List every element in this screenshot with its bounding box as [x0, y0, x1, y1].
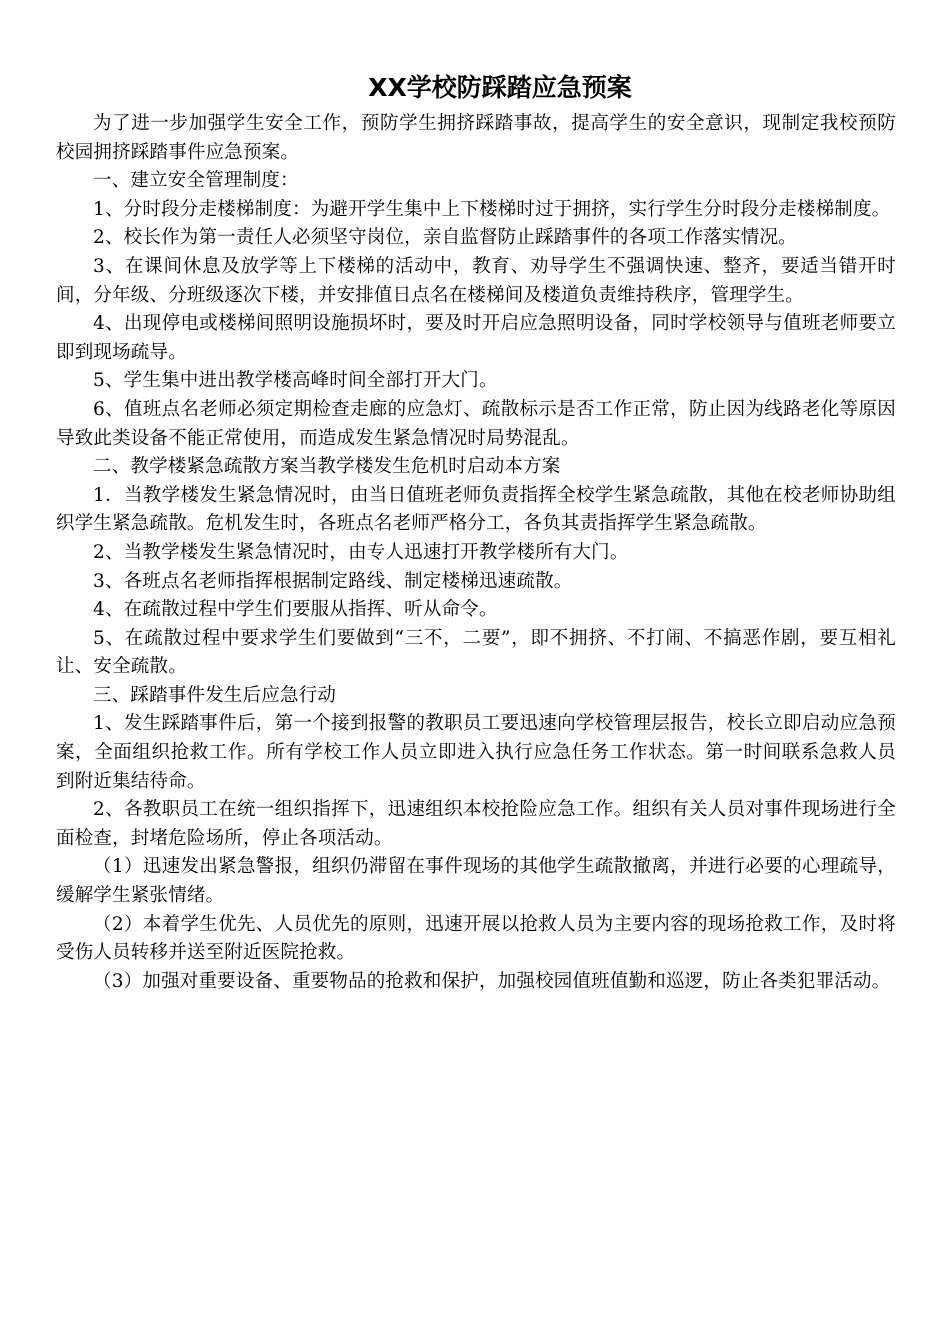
paragraph: 2、当教学楼发生紧急情况时，由专人迅速打开教学楼所有大门。 [93, 541, 629, 563]
paragraph: 4、出现停电或楼梯间照明设施损坏时，要及时开启应急照明设备，同时学校领导与值班老师要立即到现场疏导。 [56, 313, 896, 363]
paragraph: 1、分时段分走楼梯制度：为避开学生集中上下楼梯时过于拥挤，实行学生分时段分走楼梯制度。 [93, 198, 891, 220]
paragraph: 2、各教职员工在统一组织指挥下，迅速组织本校抢险应急工作。组织有关人员对事件现场进行全面检查，封堵危险场所，停止各项活动。 [56, 799, 896, 849]
paragraph: 2、校长作为第一责任人必须坚守岗位，亲自监督防止踩踏事件的各项工作落实情况。 [93, 227, 797, 249]
paragraph: 4、在疏散过程中学生们要服从指挥、听从命令。 [93, 599, 498, 621]
paragraph: 1．当教学楼发生紧急情况时，由当日值班老师负责指挥全校学生紧急疏散，其他在校老师协助组织学生紧急疏散。危机发生时，各班点名老师严格分工，各负其责指挥学生紧急疏散。 [56, 484, 896, 535]
document-page [56, 66, 896, 996]
paragraph: （3）加强对重要设备、重要物品的抢救和保护，加强校园值班值勤和巡逻，防止各类犯罪活动。 [93, 970, 891, 992]
document-title: XX学校防踩踏应急预案 [368, 73, 632, 102]
section-heading: 一、建立安全管理制度： [93, 170, 299, 192]
paragraph: （2）本着学生优先、人员优先的原则，迅速开展以抢救人员为主要内容的现场抢救工作，及时将受伤人员转移并送至附近医院抢救。 [56, 913, 896, 964]
paragraph: 6、值班点名老师必须定期检查走廊的应急灯、疏散标示是否工作正常，防止因为线路老化等原因导致此类设备不能正常使用，而造成发生紧急情况时局势混乱。 [56, 398, 896, 449]
intro-paragraph: 为了进一步加强学生安全工作，预防学生拥挤踩踏事故，提高学生的安全意识，现制定我校预防校园拥挤踩踏事件应急预案。 [56, 113, 896, 163]
paragraph: （1）迅速发出紧急警报，组织仍滞留在事件现场的其他学生疏散撤离，并进行必要的心理疏导，缓解学生紧张情绪。 [56, 856, 896, 907]
section-heading: 三、踩踏事件发生后应急行动 [93, 684, 337, 706]
paragraph: 5、学生集中进出教学楼高峰时间全部打开大门。 [93, 370, 498, 392]
paragraph: 3、各班点名老师指挥根据制定路线、制定楼梯迅速疏散。 [93, 570, 573, 592]
paragraph: 3、在课间休息及放学等上下楼梯的活动中，教育、劝导学生不强调快速、整齐，要适当错开时间，分年级、分班级逐次下楼，并安排值日点名在楼梯间及楼道负责维持秩序，管理学生。 [56, 255, 896, 306]
section-heading: 二、教学楼紧急疏散方案当教学楼发生危机时启动本方案 [93, 456, 561, 478]
paragraph: 1、发生踩踏事件后，第一个接到报警的教职员工要迅速向学校管理层报告，校长立即启动应急预案，全面组织抢救工作。所有学校工作人员立即进入执行应急任务工作状态。第一时间联系急救人员到附近集结待命。 [56, 713, 896, 792]
paragraph: 5、在疏散过程中要求学生们要做到“三不，二要”，即不拥挤、不打闹、不搞恶作剧，要互相礼让、安全疏散。 [56, 627, 896, 678]
